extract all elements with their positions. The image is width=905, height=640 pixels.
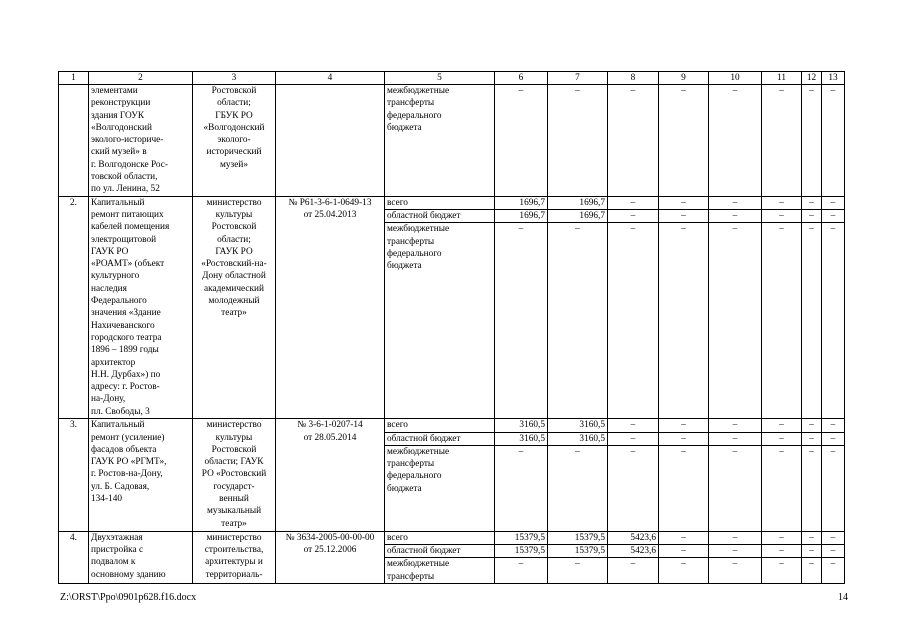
text-line: Ростовской [211,86,257,96]
text-line: эколого-историче- [91,135,164,146]
text-line: Дону областной [202,271,266,282]
value-cell: – [802,196,822,209]
table-row [59,419,845,432]
value-cell: 5423,6 [608,531,659,544]
organization-cell [193,85,276,197]
value-cell: – [762,531,802,544]
value-cell: – [608,196,659,209]
value-cell: – [659,558,709,584]
value-cell: – [608,419,659,432]
text-line: РО «Ростовский [201,469,267,480]
value-cell: – [709,531,762,544]
text-line: федерального [387,110,442,121]
text-line: пристройка с [91,545,144,556]
text-line: здания ГОУК [91,110,145,121]
value-cell: – [608,445,659,531]
text-line: бюджета [387,122,422,133]
value-cell: – [762,196,802,209]
text-line: 1896 – 1899 годы [91,345,159,356]
text-line: межбюджетные [387,446,450,457]
text-line: по ул. Ленина, 52 [91,184,160,195]
value-cell: – [659,545,709,558]
text-line: академический [204,283,264,294]
funding-source-cell: всего [385,419,495,432]
header-cell: 9 [659,72,709,85]
value-cell: 3160,5 [548,419,608,432]
text-line: министерство [206,197,262,208]
text-line: межбюджетные [387,224,450,235]
text-line: реконструкции [91,98,151,109]
text-line: г. Волгодонске Рос- [91,159,168,170]
text-line: межбюджетные [387,86,450,96]
header-cell: 5 [385,72,495,85]
text-line: ул. Б. Садовая, [91,481,150,492]
text-line: театр» [221,518,247,529]
header-cell: 11 [762,72,802,85]
object-name-cell [89,196,193,419]
funding-source-cell: всего [385,196,495,209]
value-cell: – [548,558,608,584]
text-line: Капитальный [91,420,145,431]
text-line: области; [217,234,251,245]
value-cell: – [709,196,762,209]
value-cell: – [659,209,709,222]
value-cell: 1696,7 [548,196,608,209]
document-cell [276,85,385,197]
value-cell: – [822,558,845,584]
row-number-cell: 4. [59,531,89,583]
value-cell: – [659,419,709,432]
text-line: министерство [206,532,262,543]
text-line: культуры [215,432,253,443]
page-number: 14 [838,592,848,603]
value-cell: – [802,223,822,419]
value-cell: – [802,558,822,584]
header-cell: 2 [89,72,193,85]
text-line: Двухэтажная [91,532,143,543]
header-cell: 13 [822,72,845,85]
text-line: архитектуры и [205,557,263,568]
header-cell: 1 [59,72,89,85]
text-line: товской области, [91,172,158,183]
value-cell: 1696,7 [495,209,548,222]
value-cell: – [608,432,659,445]
value-cell: – [495,223,548,419]
value-cell: – [495,85,548,197]
text-line: ремонт (усиление) [91,432,165,443]
value-cell: – [709,223,762,419]
value-cell: – [822,85,845,197]
budget-table [58,71,845,584]
value-cell: – [762,419,802,432]
organization-cell [193,196,276,419]
value-cell: 5423,6 [608,545,659,558]
value-cell: – [822,445,845,531]
value-cell: – [762,545,802,558]
value-cell: – [762,209,802,222]
text-line: трансферты [387,459,435,470]
row-number-cell: 2. [59,196,89,419]
text-line: строительства, [204,545,264,556]
value-cell: – [548,85,608,197]
value-cell: – [548,445,608,531]
value-cell: – [822,432,845,445]
text-line: исторический [206,147,262,158]
table-row [59,196,845,209]
text-line: ГБУК РО [215,110,253,121]
object-name-cell [89,85,193,197]
text-line: межбюджетные [387,559,450,570]
text-line: трансферты [387,98,435,109]
text-line: министерство [206,420,262,431]
value-cell: 15379,5 [495,531,548,544]
text-line: элементами [91,86,138,96]
text-line: музей» [220,159,248,170]
text-line: бюджета [387,261,422,272]
value-cell: – [802,419,822,432]
text-line: 134-140 [91,494,122,505]
text-line: от 25.04.2013 [303,209,357,220]
value-cell: – [548,223,608,419]
value-cell: – [822,531,845,544]
value-cell: – [495,445,548,531]
text-line: ский музей» в [91,147,147,158]
value-cell: – [709,558,762,584]
value-cell: – [495,558,548,584]
organization-cell [193,531,276,583]
text-line: трансферты [387,236,435,247]
value-cell: 1696,7 [548,209,608,222]
value-cell: – [762,432,802,445]
value-cell: – [762,558,802,584]
header-cell: 4 [276,72,385,85]
text-line: от 25.12.2006 [303,545,357,556]
value-cell: – [709,432,762,445]
value-cell: – [802,531,822,544]
text-line: основному зданию [91,569,166,580]
text-line: ремонт питающих [91,209,164,220]
header-cell: 8 [608,72,659,85]
text-line: ГАУК РО «РГМТ», [91,457,167,468]
text-line: Ростовской [211,444,257,455]
text-line: городского театра [91,332,162,343]
text-line: Ростовской [211,222,257,233]
text-line: на-Дону, [91,394,126,405]
text-line: Федерального [91,296,147,307]
value-cell: 15379,5 [495,545,548,558]
table-row [59,85,845,197]
value-cell: – [762,85,802,197]
text-line: Н.Н. Дурбах») по [91,369,161,380]
value-cell: – [659,445,709,531]
value-cell: – [802,545,822,558]
funding-source-cell [385,85,495,197]
header-cell: 3 [193,72,276,85]
text-line: от 28.05.2014 [303,432,357,443]
value-cell: – [822,196,845,209]
header-cell: 12 [802,72,822,85]
value-cell: 15379,5 [548,531,608,544]
text-line: федерального [387,471,442,482]
value-cell: – [822,223,845,419]
value-cell: – [802,445,822,531]
value-cell: – [608,558,659,584]
value-cell: 3160,5 [495,432,548,445]
text-line: № 3-6-1-0207-14 [297,420,363,431]
value-cell: – [762,223,802,419]
text-line: наследия [91,283,127,294]
text-line: бюджета [387,483,422,494]
text-line: «Волгодонский [203,122,265,133]
value-cell: – [822,419,845,432]
value-cell: – [659,432,709,445]
document-cell [276,419,385,532]
value-cell: – [822,545,845,558]
footer-file-path: Z:\ORST\Ppo\0901p628.f16.docx [60,592,197,603]
text-line: значения «Здание [91,308,161,319]
text-line: г. Ростов-на-Дону, [91,469,163,480]
document-cell [276,531,385,583]
text-line: адресу: г. Ростов- [91,382,160,393]
funding-source-cell: областной бюджет [385,432,495,445]
value-cell: 15379,5 [548,545,608,558]
header-cell: 7 [548,72,608,85]
row-number-cell [59,85,89,197]
value-cell: 3160,5 [548,432,608,445]
value-cell: – [709,85,762,197]
document-cell [276,196,385,419]
value-cell: – [709,209,762,222]
text-line: ГАУК РО [91,246,129,257]
value-cell: – [802,209,822,222]
value-cell: – [608,85,659,197]
text-line: архитектор [91,357,136,368]
funding-source-cell [385,445,495,531]
text-line: № Р61-3-6-1-0649-13 [288,197,372,208]
value-cell: – [822,209,845,222]
text-line: № 3634-2005-00-00-00 [285,532,375,543]
text-line: эколого- [217,135,251,146]
text-line: Капитальный [91,197,145,208]
text-line: территориаль- [205,569,263,580]
text-line: федерального [387,248,442,259]
text-line: пл. Свободы, 3 [91,406,150,417]
row-number-cell: 3. [59,419,89,532]
value-cell: – [762,445,802,531]
text-line: культурного [91,271,140,282]
text-line: трансферты [387,571,435,582]
text-line: молодежный [208,296,260,307]
value-cell: – [802,85,822,197]
text-line: государст- [213,481,255,492]
value-cell: – [659,223,709,419]
value-cell: – [659,85,709,197]
value-cell: 1696,7 [495,196,548,209]
header-row [59,72,845,85]
value-cell: – [709,419,762,432]
text-line: музыкальный [206,506,262,517]
value-cell: – [659,196,709,209]
text-line: Нахичеванского [91,320,155,331]
text-line: ГАУК РО [215,246,253,257]
funding-source-cell: всего [385,531,495,544]
text-line: кабелей помещения [91,222,170,233]
text-line: «Ростовский-на- [201,259,267,270]
value-cell: – [608,209,659,222]
organization-cell [193,419,276,532]
value-cell: 3160,5 [495,419,548,432]
funding-source-cell [385,558,495,584]
funding-source-cell: областной бюджет [385,209,495,222]
text-line: фасадов объекта [91,444,157,455]
funding-source-cell [385,223,495,419]
text-line: венный [219,494,249,505]
text-line: подвалом к [91,557,136,568]
text-line: «Волгодонский [91,122,152,133]
object-name-cell [89,419,193,532]
text-line: театр» [221,308,247,319]
text-line: области; [217,98,251,109]
object-name-cell [89,531,193,583]
value-cell: – [659,531,709,544]
table-row [59,531,845,544]
value-cell: – [802,432,822,445]
header-cell: 10 [709,72,762,85]
value-cell: – [709,545,762,558]
header-cell: 6 [495,72,548,85]
value-cell: – [709,445,762,531]
funding-source-cell: областной бюджет [385,545,495,558]
text-line: культуры [215,209,253,220]
text-line: области; ГАУК [204,457,264,468]
text-line: «РОАМТ» (объект [91,259,165,270]
value-cell: – [608,223,659,419]
text-line: электрощитовой [91,234,157,245]
